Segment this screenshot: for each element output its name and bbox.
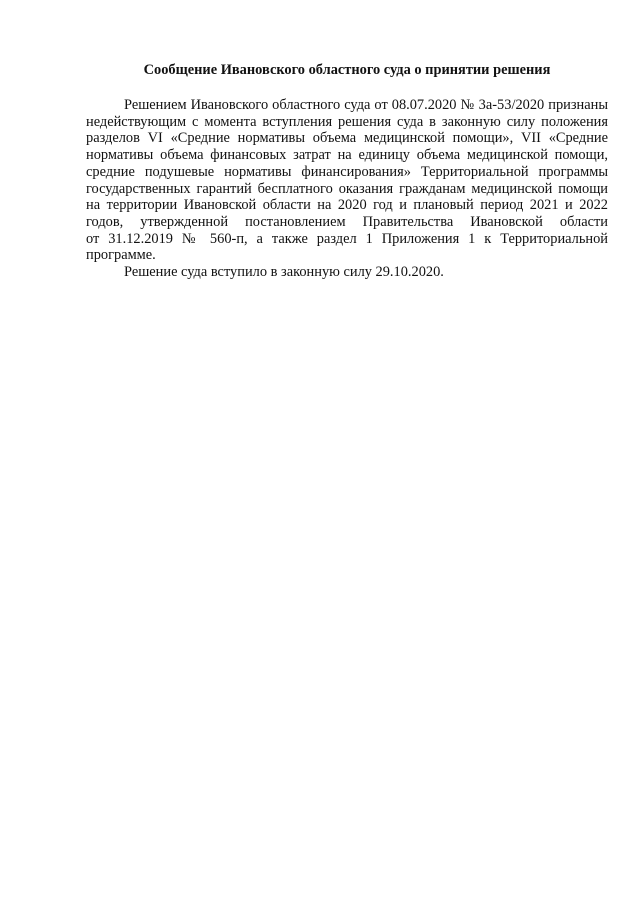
effective-date-paragraph: Решение суда вступило в законную силу 29.10.2020. (124, 264, 444, 281)
paragraph-line: государственных гарантий бесплатного оказания гражданам медицинской помощи (86, 180, 608, 197)
document-title: Сообщение Ивановского областного суда о принятии решения (143, 62, 551, 78)
paragraph-line: Решением Ивановского областного суда от 08.07.2020 № 3а-53/2020 признаны (124, 97, 608, 113)
paragraph-line: от 31.12.2019 № 560-п, а также раздел 1 Приложения 1 к Территориальной (86, 230, 608, 247)
paragraph-line: на территории Ивановской области на 2020 год и плановый период 2021 и 2022 (86, 197, 608, 214)
decision-paragraph (86, 97, 608, 264)
paragraph-line: нормативы объема финансовых затрат на единицу объема медицинской помощи, (86, 147, 608, 164)
document-body (86, 97, 608, 281)
paragraph-line: средние подушевые нормативы финансирования» Территориальной программы (86, 163, 608, 180)
paragraph-line: недействующим с момента вступления решения суда в законную силу положения (86, 113, 608, 130)
paragraph-line: годов, утвержденной постановлением Правительства Ивановской области (86, 213, 608, 230)
paragraph-line: разделов VI «Средние нормативы объема медицинской помощи», VII «Средние (86, 130, 608, 147)
paragraph-line: программе. (86, 247, 156, 264)
